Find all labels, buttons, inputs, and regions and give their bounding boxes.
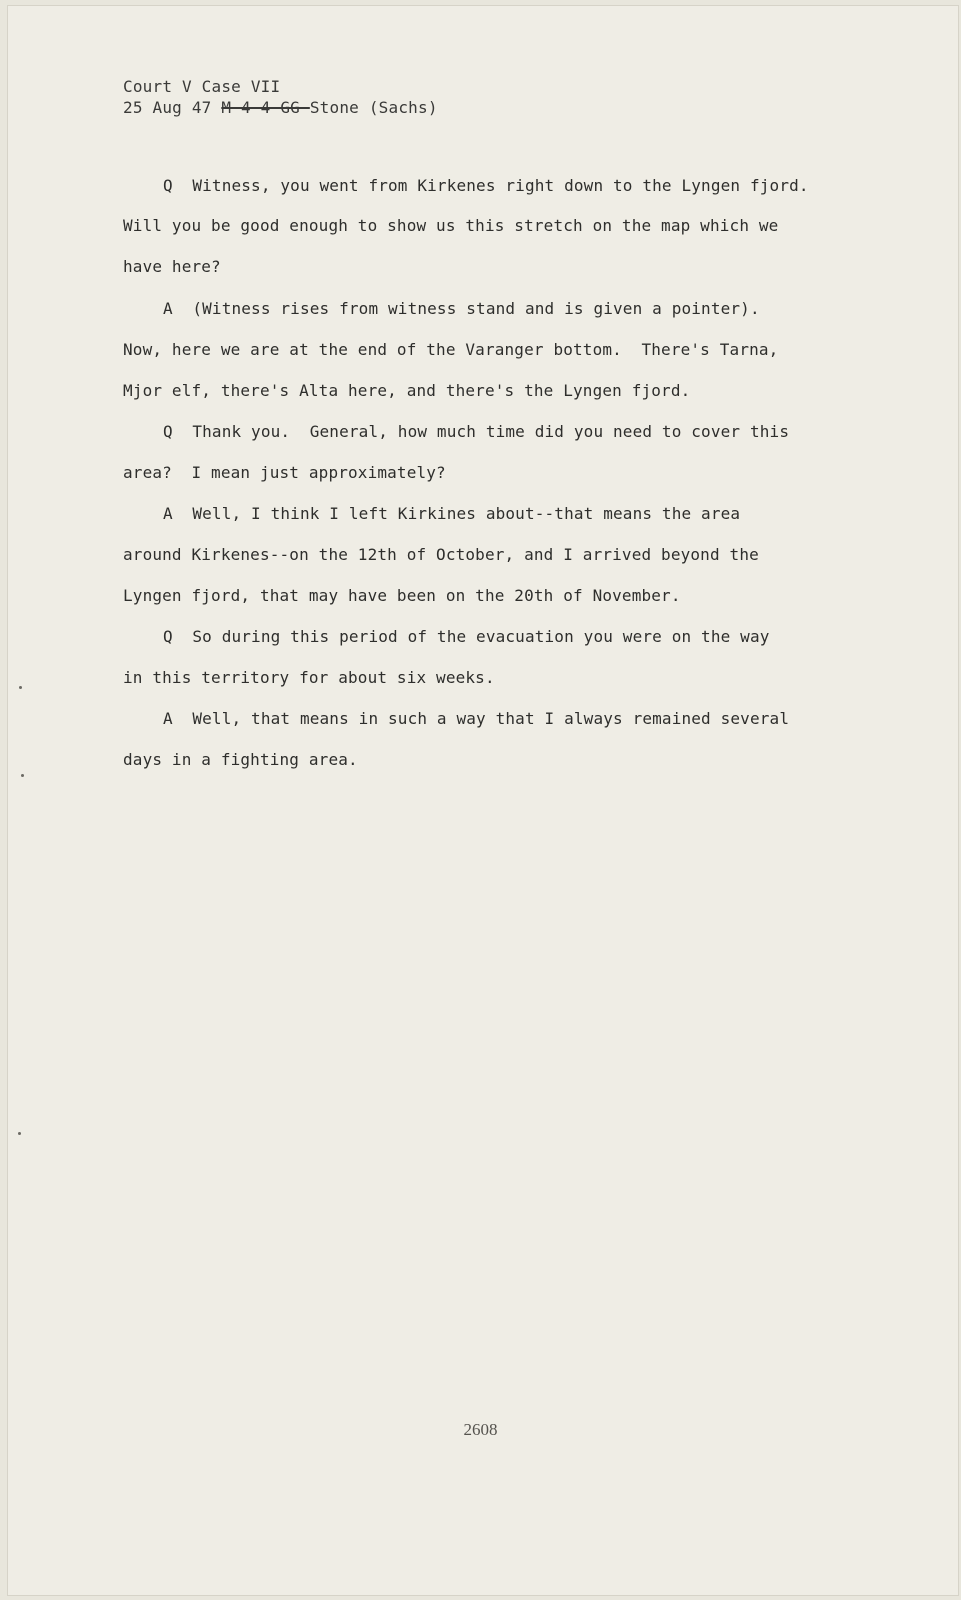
- transcript-line: A (Witness rises from witness stand and is given a pointer).: [163, 299, 760, 318]
- page-number: 2608: [463, 1420, 498, 1439]
- paper-speck: [18, 1132, 21, 1135]
- court-case-line: Court V Case VII: [123, 77, 281, 96]
- date-text: 25 Aug 47: [123, 98, 222, 117]
- transcript-line: Q Thank you. General, how much time did you need to cover this: [163, 422, 790, 441]
- transcript-line: around Kirkenes--on the 12th of October, and I arrived beyond the: [123, 545, 759, 564]
- transcript-line: Mjor elf, there's Alta here, and there's the Lyngen fjord.: [123, 381, 691, 400]
- transcript-line: area? I mean just approximately?: [123, 463, 446, 482]
- transcript-line: A Well, I think I left Kirkines about--that means the area: [163, 504, 741, 523]
- document-header: [123, 76, 438, 118]
- document-page: [7, 5, 959, 1596]
- struck-code: M-4-4-GG-: [221, 98, 310, 117]
- transcript-line: Q Witness, you went from Kirkenes right down to the Lyngen fjord.: [163, 176, 809, 195]
- transcript-line: Lyngen fjord, that may have been on the 20th of November.: [123, 586, 681, 605]
- transcript-line: Will you be good enough to show us this stretch on the map which we: [123, 216, 779, 235]
- reporter-text: Stone (Sachs): [309, 98, 438, 117]
- transcript-line: Now, here we are at the end of the Varanger bottom. There's Tarna,: [123, 340, 779, 359]
- transcript-line: A Well, that means in such a way that I always remained several: [163, 709, 790, 728]
- paper-speck: [21, 774, 24, 777]
- transcript-line: have here?: [123, 257, 221, 276]
- date-reporter-line: [123, 97, 438, 118]
- paper-speck: [19, 686, 22, 689]
- transcript-line: in this territory for about six weeks.: [123, 668, 495, 687]
- transcript-line: Q So during this period of the evacuation you were on the way: [163, 627, 770, 646]
- transcript-line: days in a fighting area.: [123, 750, 358, 769]
